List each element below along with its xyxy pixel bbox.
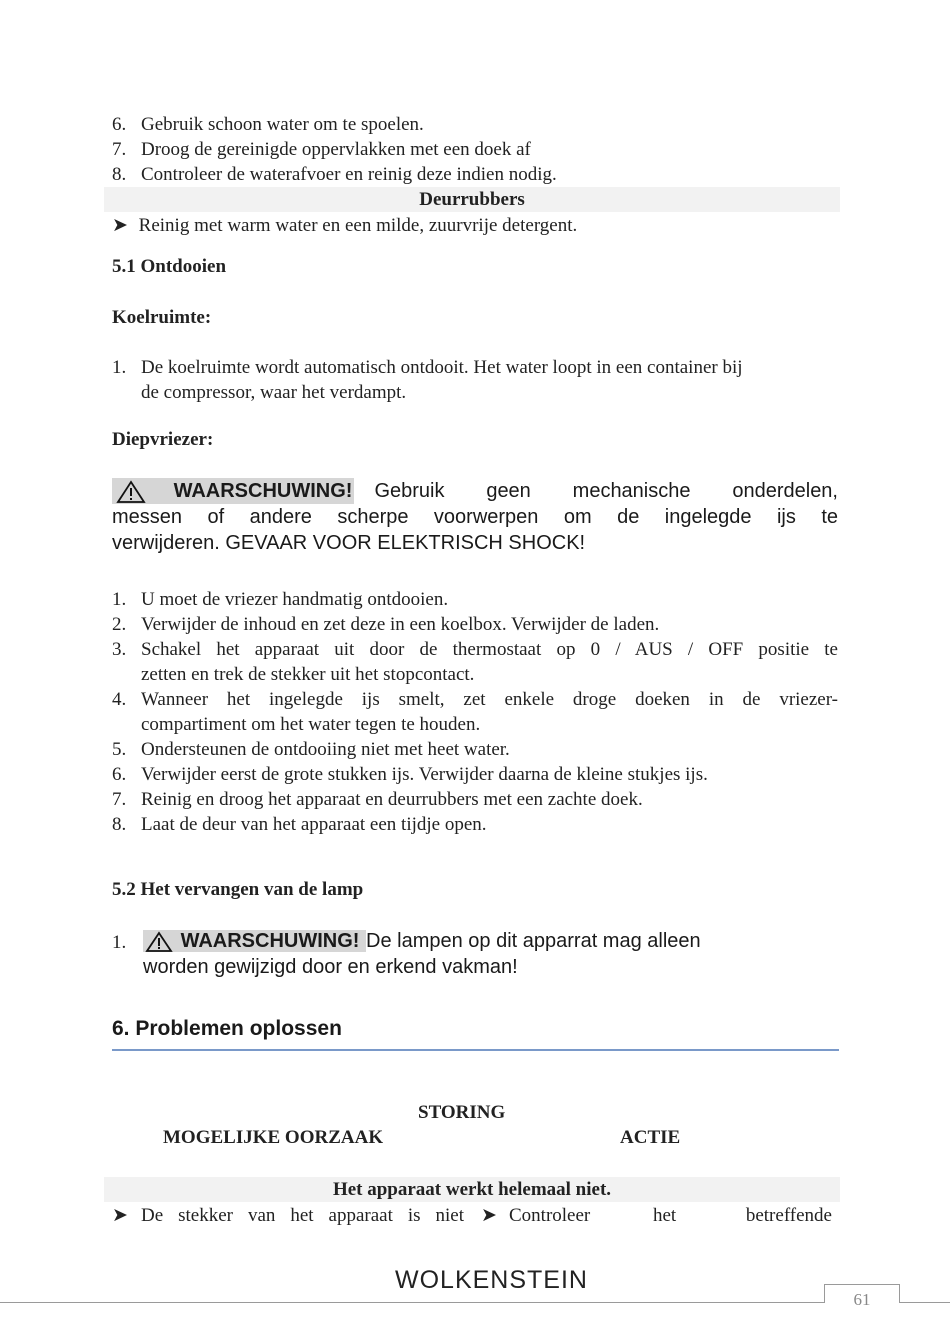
section-heading: 5.2 Het vervangen van de lamp bbox=[112, 879, 364, 900]
list-number: 1. bbox=[112, 589, 127, 610]
list-text: de compressor, waar het verdampt. bbox=[141, 382, 407, 403]
warning-label-text: WAARSCHUWING! bbox=[180, 930, 360, 952]
warning-triangle-icon bbox=[145, 931, 173, 953]
warning-label-text: WAARSCHUWING! bbox=[173, 480, 353, 502]
list-number: 1. bbox=[112, 357, 127, 378]
list-number: 3. bbox=[112, 639, 127, 660]
table-title-storing: STORING bbox=[418, 1102, 506, 1123]
column-header-action: ACTIE bbox=[620, 1127, 681, 1148]
list-text: Verwijder eerst de grote stukken ijs. Verwijder daarna de kleine stukjes ijs. bbox=[141, 764, 708, 785]
warning-text-rest: De lampen op dit apparrat mag alleen bbox=[366, 930, 701, 952]
action-word: Controleer bbox=[509, 1205, 591, 1226]
action-word: betreffende bbox=[745, 1205, 832, 1226]
warning-line: verwijderen. GEVAAR VOOR ELEKTRISCH SHOCK! bbox=[112, 532, 586, 554]
list-text: De koelruimte wordt automatisch ontdooit. Het water loopt in een container bij bbox=[141, 357, 743, 378]
list-text: Laat de deur van het apparaat een tijdje open. bbox=[141, 814, 487, 835]
warning-block bbox=[112, 478, 838, 556]
list-number: 8. bbox=[112, 814, 127, 835]
warning-line: messen of andere scherpe voorwerpen om de ingelegde ijs te bbox=[112, 506, 838, 528]
list-text: Schakel het apparaat uit door de thermostaat op 0 / AUS / OFF positie te bbox=[141, 639, 838, 660]
table-cell-cause bbox=[112, 1203, 464, 1228]
warning-text-rest: Gebruik geen mechanische onderdelen, bbox=[374, 480, 838, 502]
column-header-cause: MOGELIJKE OORZAAK bbox=[163, 1127, 384, 1148]
warning-label bbox=[143, 930, 366, 952]
warning-line: worden gewijzigd door en erkend vakman! bbox=[143, 956, 518, 978]
sub-heading: Diepvriezer: bbox=[112, 429, 214, 450]
brand-logo: WOLKENSTEIN bbox=[395, 1266, 588, 1294]
lamp-warning-text bbox=[143, 928, 701, 980]
action-word: het bbox=[653, 1205, 677, 1226]
list-number: 8. bbox=[112, 164, 127, 185]
list-number: 6. bbox=[112, 114, 127, 135]
list-text: U moet de vriezer handmatig ontdooien. bbox=[141, 589, 449, 610]
section-heading: 6. Problemen oplossen bbox=[112, 1017, 342, 1040]
list-text: Wanneer het ingelegde ijs smelt, zet enkele droge doeken in de vriezer- bbox=[141, 689, 838, 710]
table-cell-action bbox=[481, 1203, 832, 1228]
table-row-heading: Het apparaat werkt helemaal niet. bbox=[104, 1177, 840, 1202]
warning-label bbox=[112, 478, 354, 504]
list-text: Ondersteunen de ontdooiing niet met heet water. bbox=[141, 739, 510, 760]
footer-rule bbox=[899, 1302, 950, 1303]
list-number: 4. bbox=[112, 689, 127, 710]
list-number: 6. bbox=[112, 764, 127, 785]
page-number: 61 bbox=[853, 1290, 871, 1309]
bullet-text: Reinig met warm water en een milde, zuurvrije detergent. bbox=[138, 215, 578, 236]
arrow-bullet-icon: ➤ bbox=[112, 1205, 128, 1226]
list-number: 5. bbox=[112, 739, 127, 760]
list-number: 2. bbox=[112, 614, 127, 635]
list-text: Gebruik schoon water om te spoelen. bbox=[141, 114, 424, 135]
warning-triangle-icon bbox=[116, 480, 146, 504]
list-text: Droog de gereinigde oppervlakken met een doek af bbox=[141, 139, 531, 160]
door-seals-heading: Deurrubbers bbox=[104, 187, 840, 212]
heading-rule bbox=[112, 1049, 839, 1051]
list-number: 7. bbox=[112, 139, 127, 160]
door-seals-bullet bbox=[112, 213, 577, 238]
section-heading: 5.1 Ontdooien bbox=[112, 256, 227, 277]
list-text: Controleer de waterafvoer en reinig deze indien nodig. bbox=[141, 164, 557, 185]
list-number: 7. bbox=[112, 789, 127, 810]
list-text: zetten en trek de stekker uit het stopcontact. bbox=[141, 664, 475, 685]
list-text: Verwijder de inhoud en zet deze in een koelbox. Verwijder de laden. bbox=[141, 614, 660, 635]
warning-text bbox=[374, 478, 838, 504]
arrow-bullet-icon: ➤ bbox=[481, 1205, 497, 1226]
cause-text: De stekker van het apparaat is niet bbox=[141, 1205, 464, 1226]
list-text: Reinig en droog het apparaat en deurrubbers met een zachte doek. bbox=[141, 789, 643, 810]
sub-heading: Koelruimte: bbox=[112, 307, 212, 328]
list-text: compartiment om het water tegen te houden. bbox=[141, 714, 481, 735]
arrow-bullet-icon: ➤ bbox=[112, 215, 128, 236]
list-number: 1. bbox=[112, 932, 127, 953]
warning-first-line bbox=[112, 478, 838, 504]
footer-rule bbox=[0, 1302, 824, 1303]
